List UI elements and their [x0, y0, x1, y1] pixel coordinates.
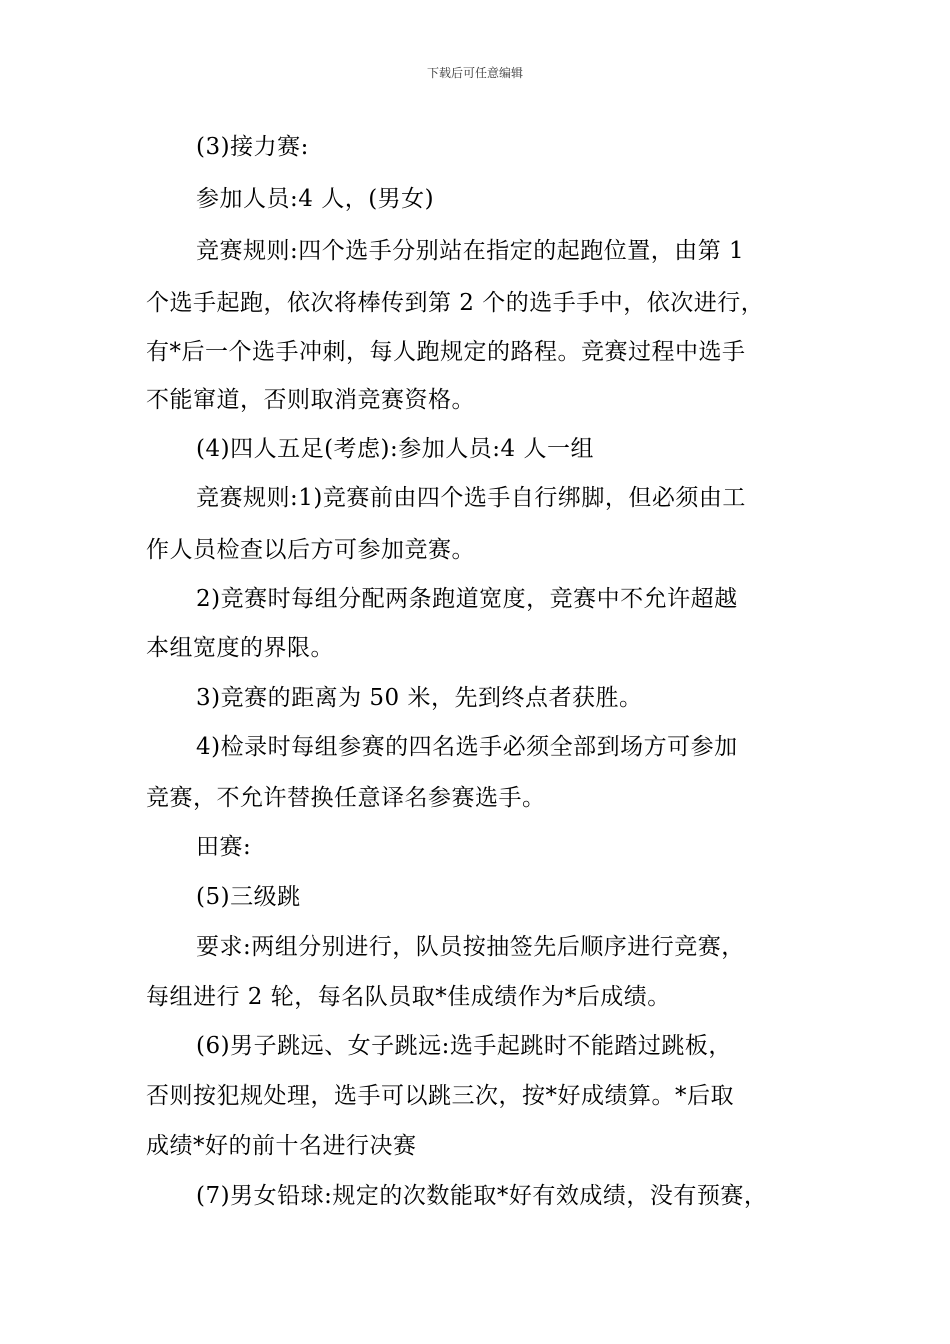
paragraph-line: 竞赛，不允许替换任意译名参赛选手。: [146, 785, 546, 811]
paragraph-line: 4)检录时每组参赛的四名选手必须全部到场方可参加: [196, 734, 738, 760]
page-header: 下载后可任意编辑: [426, 66, 523, 80]
paragraph-line: 要求:两组分别进行，队员按抽签先后顺序进行竞赛，: [196, 934, 745, 960]
heading-relay: (3)接力赛:: [196, 134, 309, 160]
paragraph-line: 竞赛规则:1)竞赛前由四个选手自行绑脚，但必须由工: [196, 485, 746, 511]
paragraph-line: 2)竞赛时每组分配两条跑道宽度，竞赛中不允许超越: [196, 586, 738, 612]
paragraph-line: 不能窜道，否则取消竞赛资格。: [146, 387, 475, 413]
paragraph-line: 3)竞赛的距离为 50 米，先到终点者获胜。: [196, 685, 643, 711]
heading-field-events: 田赛:: [196, 834, 252, 860]
paragraph-line: (7)男女铅球:规定的次数能取*好有效成绩，没有预赛，: [196, 1183, 768, 1209]
paragraph-line: 否则按犯规处理，选手可以跳三次，按*好成绩算。*后取: [146, 1083, 734, 1109]
paragraph-line: 成绩*好的前十名进行决赛: [146, 1133, 417, 1159]
paragraph-line: 参加人员:4 人，(男女): [196, 186, 435, 212]
paragraph-line: 作人员检查以后方可参加竞赛。: [146, 537, 475, 563]
paragraph-line: 每组进行 2 轮，每名队员取*佳成绩作为*后成绩。: [146, 984, 671, 1010]
paragraph-line: 本组宽度的界限。: [146, 635, 334, 661]
paragraph-line: 竞赛规则:四个选手分别站在指定的起跑位置，由第 1: [196, 238, 745, 264]
paragraph-line: (6)男子跳远、女子跳远:选手起跳时不能踏过跳板，: [196, 1033, 732, 1059]
heading-four-person-five-feet: (4)四人五足(考虑):参加人员:4 人一组: [196, 436, 594, 462]
heading-triple-jump: (5)三级跳: [196, 884, 301, 910]
paragraph-line: 个选手起跑，依次将棒传到第 2 个的选手手中，依次进行，: [146, 290, 765, 316]
paragraph-line: 有*后一个选手冲刺，每人跑规定的路程。竞赛过程中选手: [146, 339, 746, 365]
